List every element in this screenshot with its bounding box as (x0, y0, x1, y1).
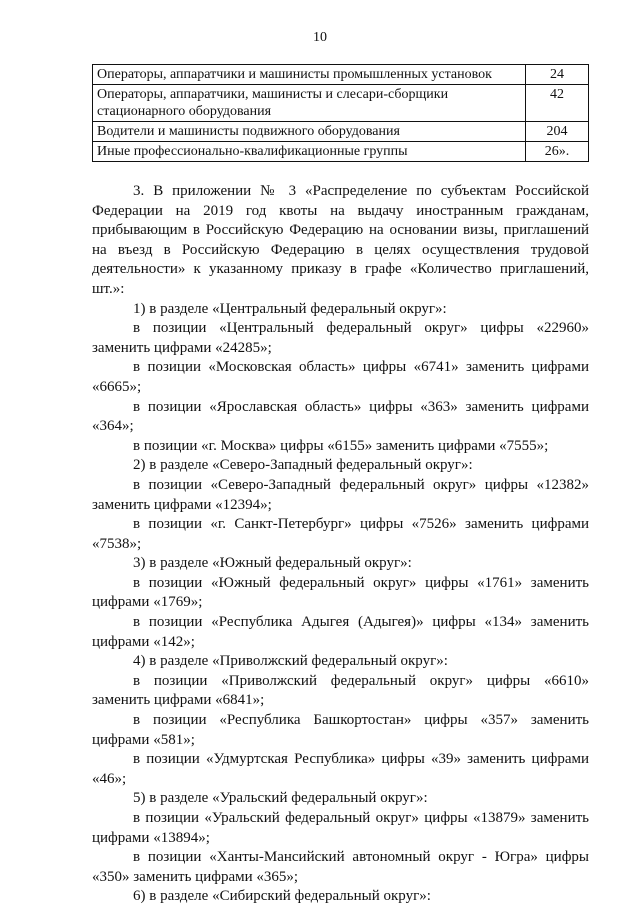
paragraph: в позиции «Республика Адыгея (Адыгея)» цифры «134» заменить цифрами «142»; (92, 614, 589, 650)
table-cell-value: 204 (526, 122, 589, 142)
paragraph: в позиции «Республика Башкортостан» цифры «357» заменить цифрами «581»; (92, 712, 589, 748)
paragraph: в позиции «Центральный федеральный округ» цифры «22960» заменить цифрами «24285»; (92, 320, 589, 356)
table-cell-group: Операторы, аппаратчики и машинисты промышленных установок (93, 65, 526, 85)
table-row (93, 122, 589, 142)
section-heading-siberia: 6) в разделе «Сибирский федеральный округ»: (133, 888, 431, 905)
paragraph: в позиции «Удмуртская Республика» цифры «39» заменить цифрами «46»; (92, 751, 589, 787)
quota-table (92, 64, 589, 162)
table-row (93, 142, 589, 162)
section-heading-northwest: 2) в разделе «Северо-Западный федеральный округ»: (133, 457, 473, 474)
table-cell-value: 26». (526, 142, 589, 162)
section-heading-volga: 4) в разделе «Приволжский федеральный округ»: (133, 653, 448, 670)
section-heading-ural: 5) в разделе «Уральский федеральный округ»: (133, 790, 428, 807)
paragraph: в позиции «Южный федеральный округ» цифры «1761» заменить цифрами «1769»; (92, 574, 589, 611)
paragraph: в позиции «Северо-Западный федеральный округ» цифры «12382» заменить цифрами «12394»; (92, 476, 589, 513)
paragraph: в позиции «г. Москва» цифры «6155» заменить цифрами «7555»; (133, 437, 549, 454)
page-number: 10 (313, 30, 327, 45)
table-cell-value: 24 (526, 65, 589, 85)
paragraph: в позиции «Ханты-Мансийский автономный округ - Югра» цифры «350» заменить цифрами «365»; (92, 849, 589, 885)
table-row (93, 65, 589, 85)
table-row (93, 85, 589, 122)
section-heading-south: 3) в разделе «Южный федеральный округ»: (133, 555, 412, 572)
document-body (92, 182, 589, 907)
paragraph: в позиции «Ярославская область» цифры «363» заменить цифрами «364»; (92, 398, 589, 435)
section-heading-central: 1) в разделе «Центральный федеральный округ»: (133, 300, 447, 317)
table-cell-group: Водители и машинисты подвижного оборудования (93, 122, 526, 142)
paragraph: в позиции «Московская область» цифры «6741» заменить цифрами «6665»; (92, 359, 589, 395)
paragraph: в позиции «Приволжский федеральный округ» цифры «6610» заменить цифрами «6841»; (92, 672, 589, 709)
table-cell-group: Операторы, аппаратчики, машинисты и слесари-сборщики стационарного оборудования (93, 85, 526, 122)
table-cell-group: Иные профессионально-квалификационные группы (93, 142, 526, 162)
paragraph: в позиции «Уральский федеральный округ» цифры «13879» заменить цифрами «13894»; (92, 810, 589, 846)
paragraph-item-3-intro: 3. В приложении № 3 «Распределение по субъектам Российской Федерации на 2019 год квоты на выдачу иностранным гражданам, прибывающим в Российскую Федерацию на основании визы, приглашений на въезд в Российскую Федерацию в целях осуществления трудовой деятельности» к указанному приказу в графе «Количество приглашений, шт.»: (92, 183, 589, 297)
paragraph: в позиции «г. Санкт-Петербург» цифры «7526» заменить цифрами «7538»; (92, 516, 589, 552)
table-cell-value: 42 (526, 85, 589, 122)
